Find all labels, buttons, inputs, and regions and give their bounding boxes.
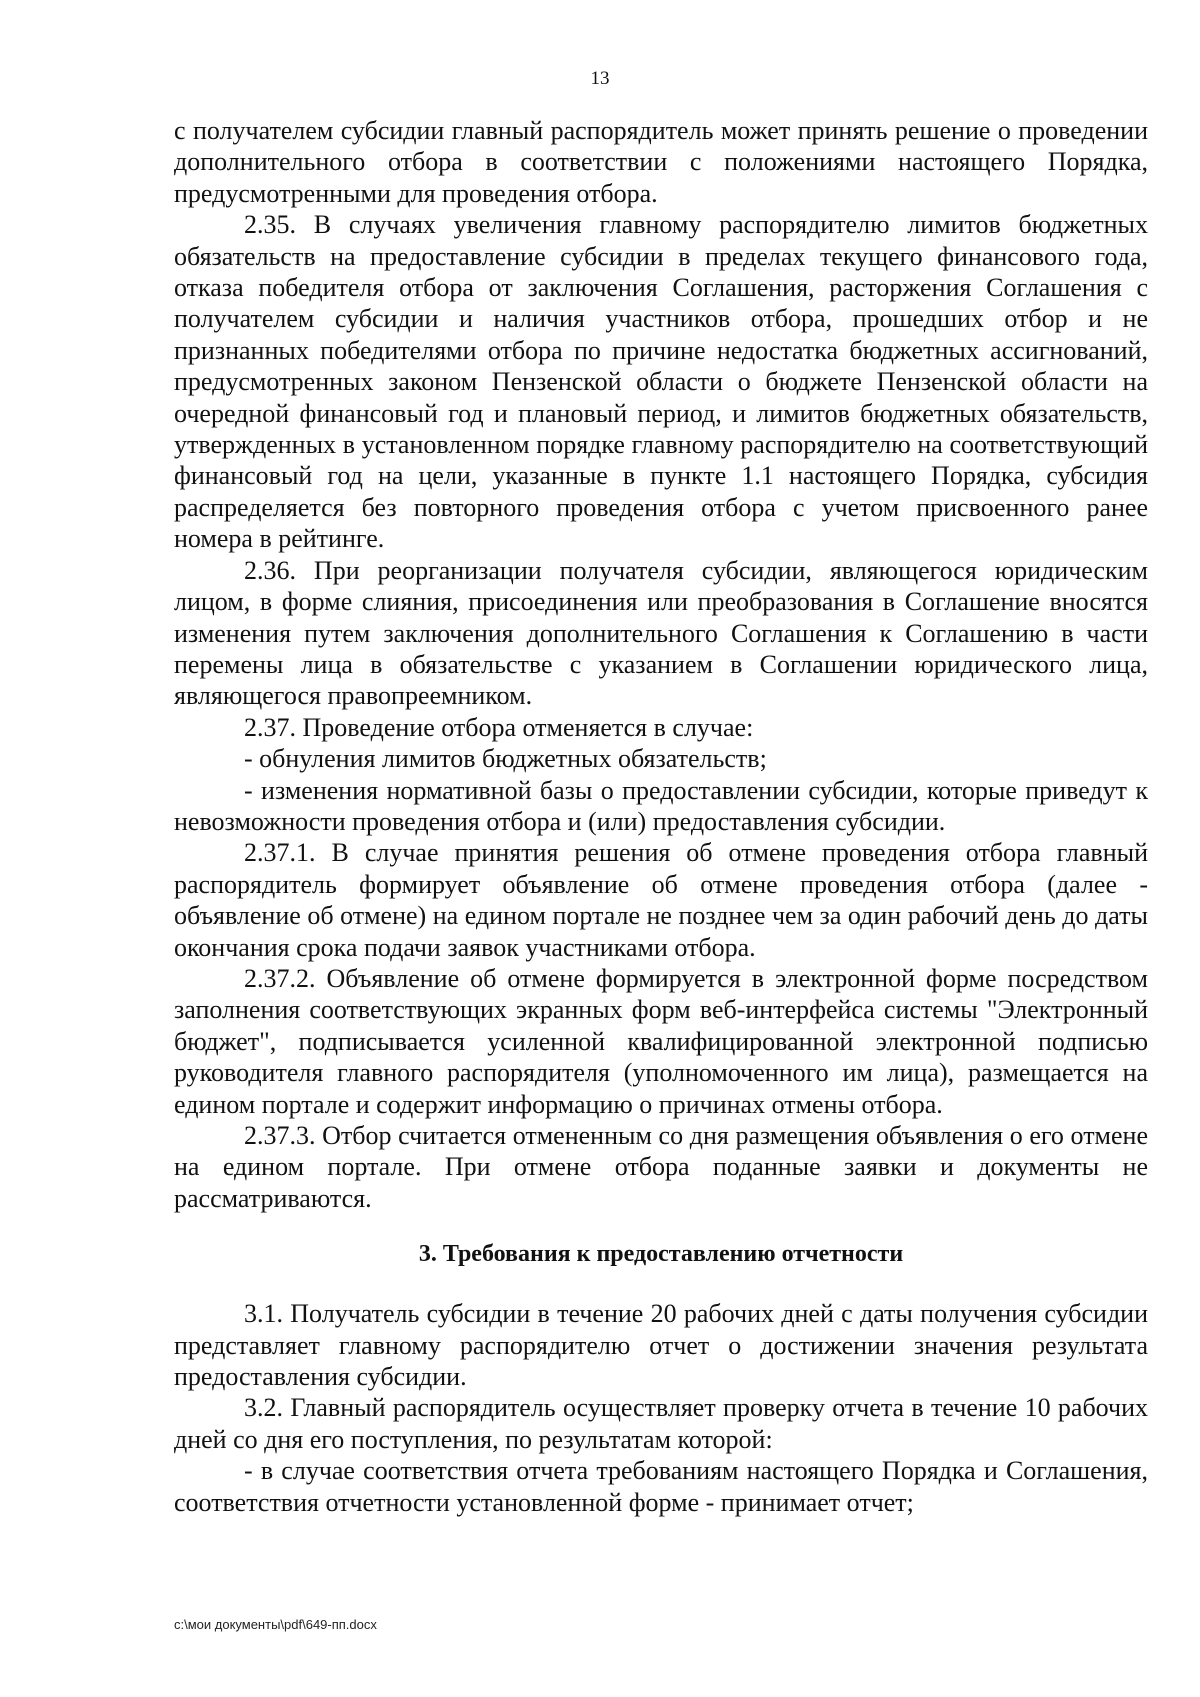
paragraph-2-37-1: 2.37.1. В случае принятия решения об отмене проведения отбора главный распорядитель формирует объявление об отмене проведения отбора (далее - объявление об отмене) на едином портале не позднее чем за один рабочий день до даты окончания срока подачи заявок участниками отбора. <box>174 838 1148 962</box>
section-title: 3. Требования к предоставлению отчетности <box>418 1241 904 1268</box>
paragraph-2-35: 2.35. В случаях увеличения главному распорядителю лимитов бюджетных обязательств на предоставление субсидии в пределах текущего финансового года, отказа победителя отбора от заключения Соглашения, расторжения Соглашения с получателем субсидии и наличия участников отбора, прошедших отбор и не признанных победителями отбора по причине недостатка бюджетных ассигнований, предусмотренных законом Пензенской области о бюджете Пензенской области на очередной финансовый год и плановый период, и лимитов бюджетных обязательств, утвержденных в установленном порядке главному распорядителю на соответствующий финансовый год на цели, указанные в пункте 1.1 настоящего Порядка, субсидия распределяется без повторного проведения отбора с учетом присвоенного ранее номера в рейтинге. <box>174 210 1148 554</box>
page-number: 13 <box>590 68 610 89</box>
paragraph-2-37-3: 2.37.3. Отбор считается отмененным со дня размещения объявления о его отмене на едином портале. При отмене отбора поданные заявки и документы не рассматриваются. <box>174 1121 1148 1213</box>
paragraph-3-2: 3.2. Главный распорядитель осуществляет проверку отчета в течение 10 рабочих дней со дня его поступления, по результатам которой: <box>174 1393 1148 1454</box>
paragraph-continuation: с получателем субсидии главный распорядитель может принять решение о проведении дополнительного отбора в соответствии с положениями настоящего Порядка, предусмотренными для проведения отбора. <box>174 116 1148 208</box>
document-body <box>174 115 1148 1518</box>
paragraph-2-36: 2.36. При реорганизации получателя субсидии, являющегося юридическим лицом, в форме слияния, присоединения или преобразования в Соглашение вносятся изменения путем заключения дополнительного Соглашения к Соглашению в части перемены лица в обязательстве с указанием в Соглашении юридического лица, являющегося правопреемником. <box>174 555 1148 711</box>
footer-file-path: c:\мои документы\pdf\649-пп.docx <box>174 1617 377 1632</box>
list-item-accept-report: - в случае соответствия отчета требованиям настоящего Порядка и Соглашения, соответствия отчетности установленной форме - принимает отчет; <box>174 1456 1148 1517</box>
paragraph-3-1: 3.1. Получатель субсидии в течение 20 рабочих дней с даты получения субсидии представляет главному распорядителю отчет о достижении значения результата предоставления субсидии. <box>174 1299 1148 1392</box>
list-item-limits: - обнуления лимитов бюджетных обязательств; <box>244 744 767 774</box>
paragraph-2-37-2: 2.37.2. Объявление об отмене формируется в электронной форме посредством заполнения соответствующих экранных форм веб-интерфейса системы "Электронный бюджет", подписывается усиленной квалифицированной электронной подписью руководителя главного распорядителя (уполномоченного им лица), размещается на едином портале и содержит информацию о причинах отмены отбора. <box>174 963 1148 1119</box>
list-item-regulations: - изменения нормативной базы о предоставлении субсидии, которые приведут к невозможности проведения отбора и (или) предоставления субсидии. <box>174 775 1148 836</box>
paragraph-2-37: 2.37. Проведение отбора отменяется в случае: <box>244 712 754 742</box>
